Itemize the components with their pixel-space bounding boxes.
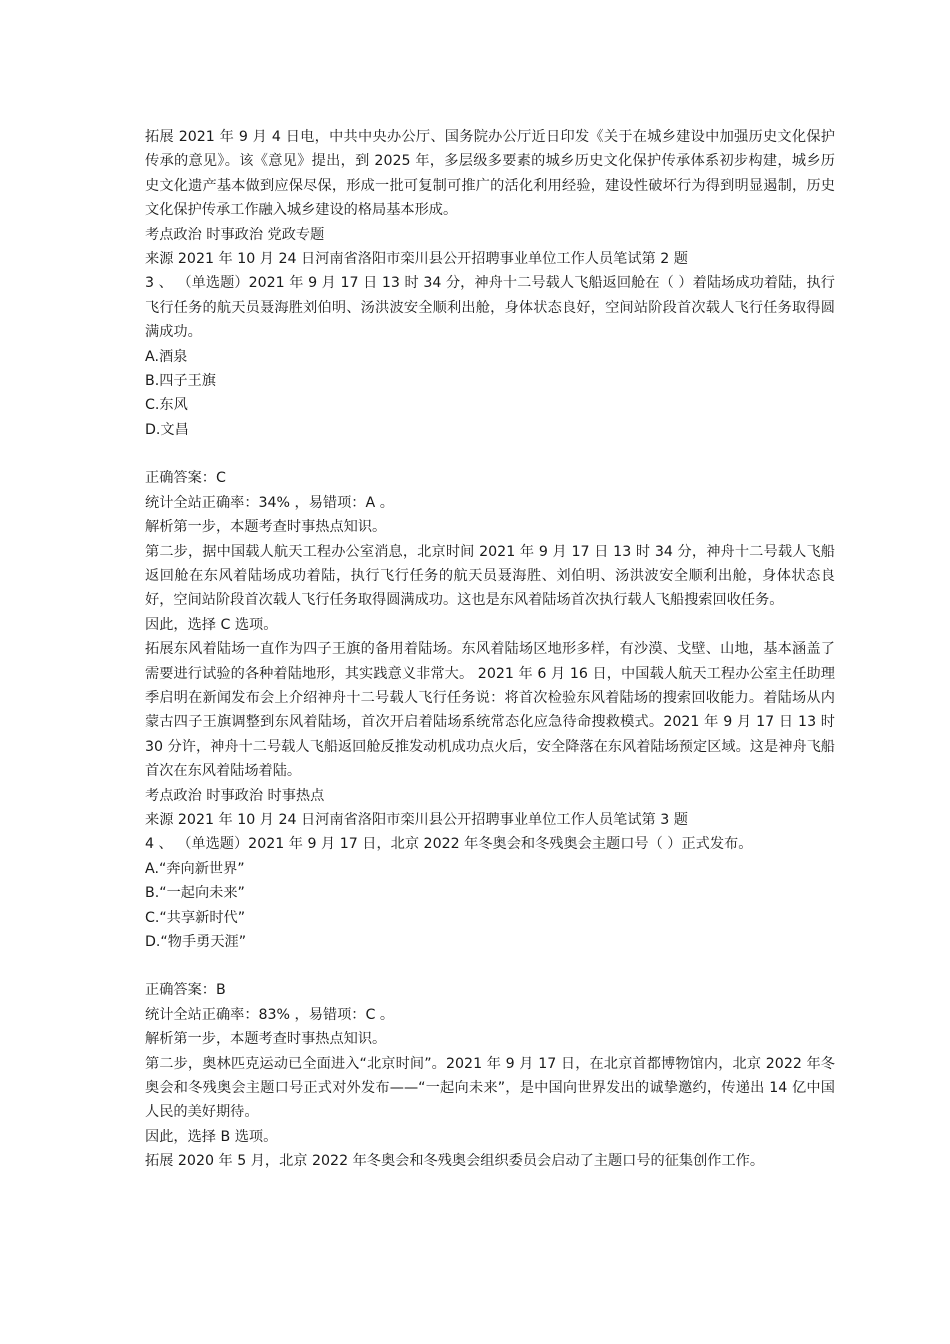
question-3-answer: 正确答案：C — [145, 470, 226, 487]
question-4-stem: 4 、 （单选题）2021 年 9 月 17 日，北京 2022 年冬奥会和冬残奥会主题口号（ ）正式发布。 — [145, 836, 753, 853]
source-line: 来源 2021 年 10 月 24 日河南省洛阳市栾川县公开招聘事业单位工作人员笔试第 2 题 — [145, 251, 688, 268]
source-line: 来源 2021 年 10 月 24 日河南省洛阳市栾川县公开招聘事业单位工作人员笔试第 3 题 — [145, 811, 688, 828]
question-3-option-a: A.酒泉 — [145, 348, 188, 365]
question-4-option-b: B.“一起向未来” — [145, 885, 245, 902]
expand-paragraph: 拓展 2021 年 9 月 4 日电，中共中央办公厅、国务院办公厅近日印发《关于在城乡建设中加强历史文化保护传承的意见》。该《意见》提出，到 2025 年，多层级多要素的城乡历史文化保护传承体系初步构建，城乡历史文化遗产基本做到应保尽保，形成一批可复制可推广的活化利用经验，建设性破坏行为得到明显遏制，历史文化保护传承工作融入城乡建设的格局基本形成。 — [145, 129, 835, 219]
spacer — [145, 954, 835, 978]
question-3-stats: 统计全站正确率：34% ，易错项：A 。 — [145, 494, 394, 511]
question-4-analysis-step2: 第二步，奥林匹克运动已全面进入“北京时间”。2021 年 9 月 17 日，在北京首都博物馆内，北京 2022 年冬奥会和冬残奥会主题口号正式对外发布——“一起向未来”，是中国向世界发出的诚挚邀约，传递出 14 亿中国人民的美好期待。 — [145, 1055, 835, 1121]
question-3-stem: 3 、 （单选题）2021 年 9 月 17 日 13 时 34 分，神舟十二号载人飞船返回舱在（ ）着陆场成功着陆，执行飞行任务的航天员聂海胜刘伯明、汤洪波安全顺利出舱，身体状态良好，空间站阶段首次载人飞行任务取得圆满成功。 — [145, 275, 835, 341]
topic-line: 考点政治 时事政治 党政专题 — [145, 226, 325, 243]
question-4-expand: 拓展 2020 年 5 月，北京 2022 年冬奥会和冬残奥会组织委员会启动了主题口号的征集创作工作。 — [145, 1153, 765, 1170]
question-4-option-a: A.“奔向新世界” — [145, 860, 245, 877]
question-4-conclusion: 因此，选择 B 选项。 — [145, 1128, 278, 1145]
question-3-option-c: C.东风 — [145, 397, 188, 414]
question-4-option-c: C.“共享新时代” — [145, 909, 246, 926]
spacer — [145, 442, 835, 466]
question-4-option-d: D.“物手勇天涯” — [145, 934, 247, 950]
question-3-analysis-step2: 第二步，据中国载人航天工程办公室消息，北京时间 2021 年 9 月 17 日 13 时 34 分，神舟十二号载人飞船返回舱在东风着陆场成功着陆，执行飞行任务的航天员聂海胜、刘伯明、汤洪波安全顺利出舱，身体状态良好，空间站阶段首次载人飞行任务取得圆满成功。这也是东风着陆场首次执行载人飞船搜索回收任务。 — [145, 543, 835, 609]
question-3-option-d: D.文昌 — [145, 421, 189, 438]
question-3-analysis-step1: 解析第一步，本题考查时事热点知识。 — [145, 519, 387, 536]
question-4-analysis-step1: 解析第一步，本题考查时事热点知识。 — [145, 1031, 387, 1048]
document-body — [145, 125, 835, 1174]
topic-line: 考点政治 时事政治 时事热点 — [145, 787, 325, 804]
question-3-conclusion: 因此，选择 C 选项。 — [145, 616, 278, 633]
question-4-stats: 统计全站正确率：83% ，易错项：C 。 — [145, 1006, 395, 1023]
question-3-expand: 拓展东风着陆场一直作为四子王旗的备用着陆场。东风着陆场区地形多样，有沙漠、戈壁、山地，基本涵盖了需要进行试验的各种着陆地形，其实践意义非常大。 2021 年 6 月 16 日，中国载人航天工程办公室主任助理季启明在新闻发布会上介绍神舟十二号载人飞行任务说：将首次检验东风着陆场的搜索回收能力。着陆场从内蒙古四子王旗调整到东风着陆场，首次开启着陆场系统常态化应急待命搜救模式。2021 年 9 月 17 日 13 时 30 分许，神舟十二号载人飞船返回舱反推发动机成功点火后，安全降落在东风着陆场预定区域。这是神舟飞船首次在东风着陆场着陆。 — [145, 641, 835, 780]
question-3-option-b: B.四子王旗 — [145, 373, 216, 390]
question-4-answer: 正确答案：B — [145, 982, 226, 999]
